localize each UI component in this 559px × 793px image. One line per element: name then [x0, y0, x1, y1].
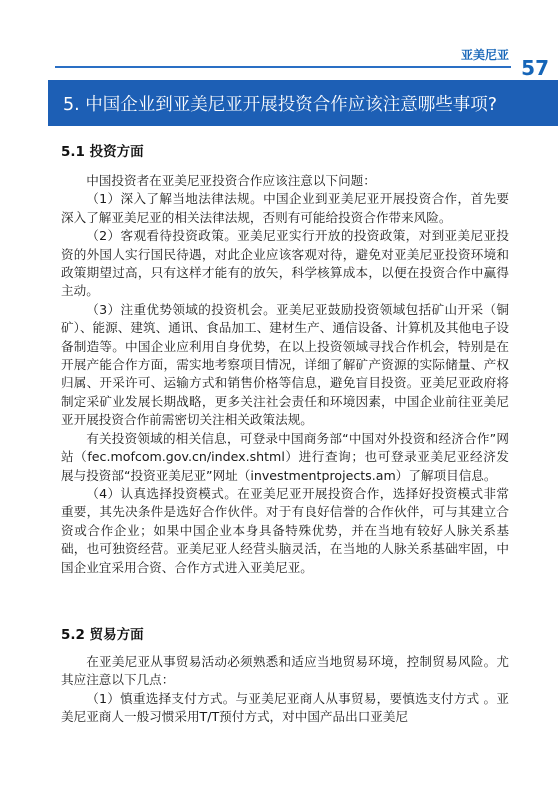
paragraph: 在亚美尼亚从事贸易活动必须熟悉和适应当地贸易环境，控制贸易风险。尤其应注意以下几点：	[61, 654, 509, 688]
section-body-investment	[61, 172, 509, 577]
paragraph: （1）慎重选择支付方式。与亚美尼亚商人从事贸易，要慎选支付方式 。亚美尼亚商人一般习惯采用T/T预付方式，对中国产品出口亚美尼	[61, 690, 509, 725]
page-number: 57	[521, 56, 549, 80]
paragraph: （2）客观看待投资政策。亚美尼亚实行开放的投资政策，对到亚美尼亚投资的外国人实行国民待遇，对此企业应该客观对待，避免对亚美尼亚投资环境和政策期望过高，只有这样才能有的放矢，科学核算成本，以便在投资合作中赢得主动。	[61, 228, 509, 299]
paragraph: 有关投资领域的相关信息，可登录中国商务部“中国对外投资和经济合作”网站（fec.mofcom.gov.cn/index.shtml）进行查询；也可登录亚美尼亚经济发展与投资部“投资亚美尼亚”网址（investmentprojects.am）了解项目信息。	[61, 430, 509, 483]
header-divider	[55, 66, 511, 68]
paragraph: （4）认真选择投资模式。在亚美尼亚开展投资合作，选择好投资模式非常重要，其先决条件是选好合作伙伴。对于有良好信誉的合作伙伴，可与其建立合资或合作企业；如果中国企业本身具备特殊优势，并在当地有较好人脉关系基础，也可独资经营。亚美尼亚人经营头脑灵活，在当地的人脉关系基础牢固，中国企业宜采用合资、合作方式进入亚美尼亚。	[61, 485, 509, 575]
section-body-trade	[61, 653, 509, 727]
paragraph: （3）注重优势领域的投资机会。亚美尼亚鼓励投资领域包括矿山开采（铜矿）、能源、建筑、通讯、食品加工、建材生产、通信设备、计算机及其他电子设备制造等。中国企业应利用自身优势，在以上投资领域寻找合作机会，特别是在开展产能合作方面，需实地考察项目情况，详细了解矿产资源的实际储量、产权归属、开采许可、运输方式和销售价格等信息，避免盲目投资。亚美尼亚政府将制定采矿业发展长期战略，更多关注社会责任和环境因素，中国企业前往亚美尼亚开展投资合作前需密切关注相关政策法规。	[61, 301, 509, 428]
paragraph: 中国投资者在亚美尼亚投资合作应该注意以下问题：	[86, 173, 376, 188]
section-title-investment: 5.1 投资方面	[61, 144, 144, 160]
chapter-title-banner	[48, 80, 558, 126]
header-country-name: 亚美尼亚	[460, 48, 509, 62]
paragraph: （1）深入了解当地法律法规。中国企业到亚美尼亚开展投资合作，首先要深入了解亚美尼亚的相关法律法规，否则有可能给投资合作带来风险。	[61, 191, 509, 225]
chapter-title: 5. 中国企业到亚美尼亚开展投资合作应该注意哪些事项?	[63, 94, 498, 115]
section-title-trade: 5.2 贸易方面	[61, 627, 144, 643]
